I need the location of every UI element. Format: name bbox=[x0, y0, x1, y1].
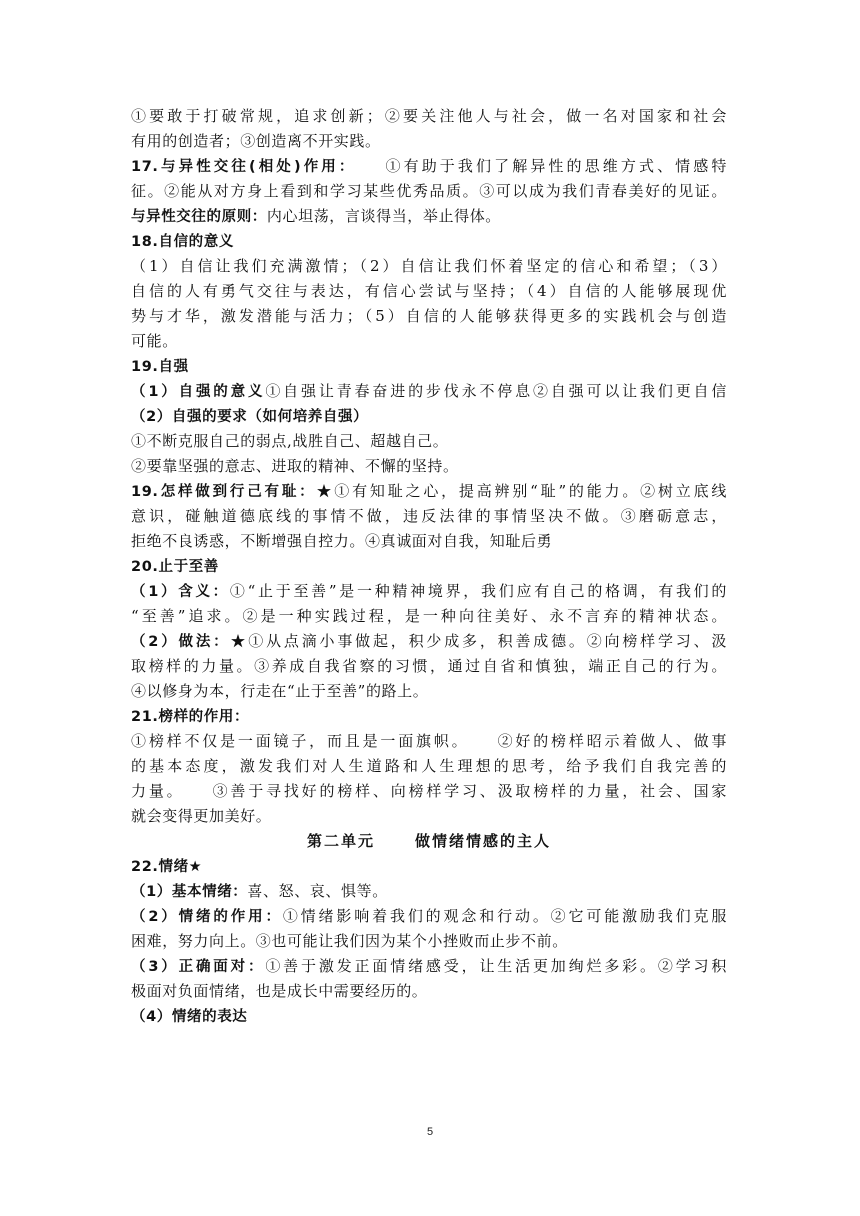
text-line bbox=[131, 229, 727, 254]
text-line bbox=[131, 379, 727, 404]
line-text: ④以修身为本，行走在“止于至善”的路上。 bbox=[131, 682, 429, 700]
line-text: 意识，碰触道德底线的事情不做，违反法律的事情坚决不做。③磨砺意志， bbox=[131, 507, 727, 525]
page-content bbox=[131, 104, 727, 1029]
line-text: ①榜样不仅是一面镜子，而且是一面旗帜。 ②好的榜样昭示着做人、做事 bbox=[131, 732, 727, 750]
line-text: “至善”追求。②是一种实践过程，是一种向往美好、永不言弃的精神状态。 bbox=[131, 607, 727, 625]
line-text: ①要敢于打破常规，追求创新；②要关注他人与社会，做一名对国家和社会 bbox=[131, 107, 727, 125]
line-text: 势与才华，激发潜能与活力；（5）自信的人能够获得更多的实践机会与创造 bbox=[131, 307, 727, 325]
line-heading: 22.情绪★ bbox=[131, 859, 203, 875]
text-line bbox=[131, 679, 727, 704]
line-heading: 21.榜样的作用： bbox=[131, 709, 250, 725]
line-text: 取榜样的力量。③养成自我省察的习惯，通过自省和慎独，端正自己的行为。 bbox=[131, 657, 727, 675]
text-line bbox=[131, 129, 727, 154]
text-line bbox=[131, 179, 727, 204]
line-text: ★①有知耻之心，提高辨别“耻”的能力。②树立底线 bbox=[316, 482, 727, 500]
line-text: 有用的创造者；③创造离不开实践。 bbox=[131, 132, 381, 150]
text-line bbox=[131, 204, 727, 229]
line-text: 内心坦荡，言谈得当，举止得体。 bbox=[266, 207, 501, 225]
line-text: （1）自信让我们充满激情；（2）自信让我们怀着坚定的信心和希望；（3） bbox=[131, 257, 727, 275]
text-line bbox=[131, 879, 727, 904]
line-heading: 18.自信的意义 bbox=[131, 234, 234, 250]
text-line bbox=[131, 504, 727, 529]
line-text: ①有助于我们了解异性的思维方式、情感特 bbox=[349, 157, 727, 175]
line-heading: （2）自强的要求（如何培养自强） bbox=[131, 409, 369, 425]
line-text: 征。②能从对方身上看到和学习某些优秀品质。③可以成为我们青春美好的见证。 bbox=[131, 182, 727, 200]
text-line bbox=[131, 979, 727, 1004]
text-line bbox=[131, 629, 727, 654]
line-heading: 19.怎样做到行己有耻： bbox=[131, 484, 317, 500]
text-line bbox=[131, 804, 727, 829]
line-heading: （3）正确面对： bbox=[131, 959, 266, 975]
line-text: 极面对负面情绪，也是成长中需要经历的。 bbox=[131, 982, 428, 1000]
text-line bbox=[131, 104, 727, 129]
line-text: ①“止于至善”是一种精神境界，我们应有自己的格调，有我们的 bbox=[229, 582, 727, 600]
line-text: 就会变得更加美好。 bbox=[131, 807, 272, 825]
text-line bbox=[131, 954, 727, 979]
text-line bbox=[131, 854, 727, 879]
line-text: 困难，努力向上。③也可能让我们因为某个小挫败而止步不前。 bbox=[131, 932, 568, 950]
text-line bbox=[131, 154, 727, 179]
text-line bbox=[131, 904, 727, 929]
line-heading: （2）情绪的作用： bbox=[131, 909, 283, 925]
line-heading: 17.与异性交往(相处)作用： bbox=[131, 159, 350, 175]
line-text: ①不断克服自己的弱点,战胜自己、超越自己。 bbox=[131, 432, 449, 450]
text-line bbox=[131, 404, 727, 429]
line-heading: （1）含义： bbox=[131, 584, 230, 600]
line-text: 可能。 bbox=[131, 332, 178, 350]
text-line bbox=[131, 279, 727, 304]
text-line bbox=[131, 454, 727, 479]
line-text: ①情绪影响着我们的观念和行动。②它可能激励我们克服 bbox=[282, 907, 727, 925]
text-line bbox=[131, 929, 727, 954]
line-text: ①自强让青春奋进的步伐永不停息②自强可以让我们更自信 bbox=[265, 382, 727, 400]
text-line bbox=[131, 579, 727, 604]
line-heading: （2）做法： bbox=[131, 634, 231, 650]
text-line bbox=[131, 754, 727, 779]
unit-name: 做情绪情感的主人 bbox=[415, 832, 552, 850]
text-line bbox=[131, 329, 727, 354]
text-line bbox=[131, 529, 727, 554]
line-text: ★①从点滴小事做起，积少成多，积善成德。②向榜样学习、汲 bbox=[230, 632, 727, 650]
text-line bbox=[131, 1004, 727, 1029]
line-heading: （1）基本情绪： bbox=[131, 884, 248, 900]
text-line bbox=[131, 354, 727, 379]
text-line bbox=[131, 479, 727, 504]
page-number: 5 bbox=[426, 1126, 434, 1138]
line-heading: （4）情绪的表达 bbox=[131, 1009, 248, 1025]
line-text: 力量。 ③善于寻找好的榜样、向榜样学习、汲取榜样的力量，社会、国家 bbox=[131, 782, 727, 800]
line-text: ②要靠坚强的意志、进取的精神、不懈的坚持。 bbox=[131, 457, 459, 475]
line-heading: 20.止于至善 bbox=[131, 559, 219, 575]
text-line bbox=[131, 704, 727, 729]
text-line bbox=[131, 554, 727, 579]
text-line bbox=[131, 729, 727, 754]
line-text: 拒绝不良诱惑，不断增强自控力。④真诚面对自我，知耻后勇 bbox=[131, 532, 553, 550]
line-text: 喜、怒、哀、惧等。 bbox=[247, 882, 388, 900]
text-line bbox=[131, 254, 727, 279]
line-text: 的基本态度，激发我们对人生道路和人生理想的思考，给予我们自我完善的 bbox=[131, 757, 727, 775]
line-heading: 19.自强 bbox=[131, 359, 189, 375]
text-line bbox=[131, 654, 727, 679]
text-line bbox=[131, 604, 727, 629]
text-line bbox=[131, 304, 727, 329]
text-line bbox=[131, 429, 727, 454]
unit-number: 第二单元 bbox=[306, 832, 375, 850]
unit-heading bbox=[131, 829, 727, 854]
line-heading: 与异性交往的原则： bbox=[131, 209, 267, 225]
text-block-emotions bbox=[131, 854, 727, 1029]
line-heading: （1）自强的意义 bbox=[131, 384, 266, 400]
text-block-self-growth bbox=[131, 104, 727, 829]
line-text: 自信的人有勇气交往与表达，有信心尝试与坚持；（4）自信的人能够展现优 bbox=[131, 282, 727, 300]
text-line bbox=[131, 779, 727, 804]
line-text: ①善于激发正面情绪感受，让生活更加绚烂多彩。②学习积 bbox=[265, 957, 727, 975]
